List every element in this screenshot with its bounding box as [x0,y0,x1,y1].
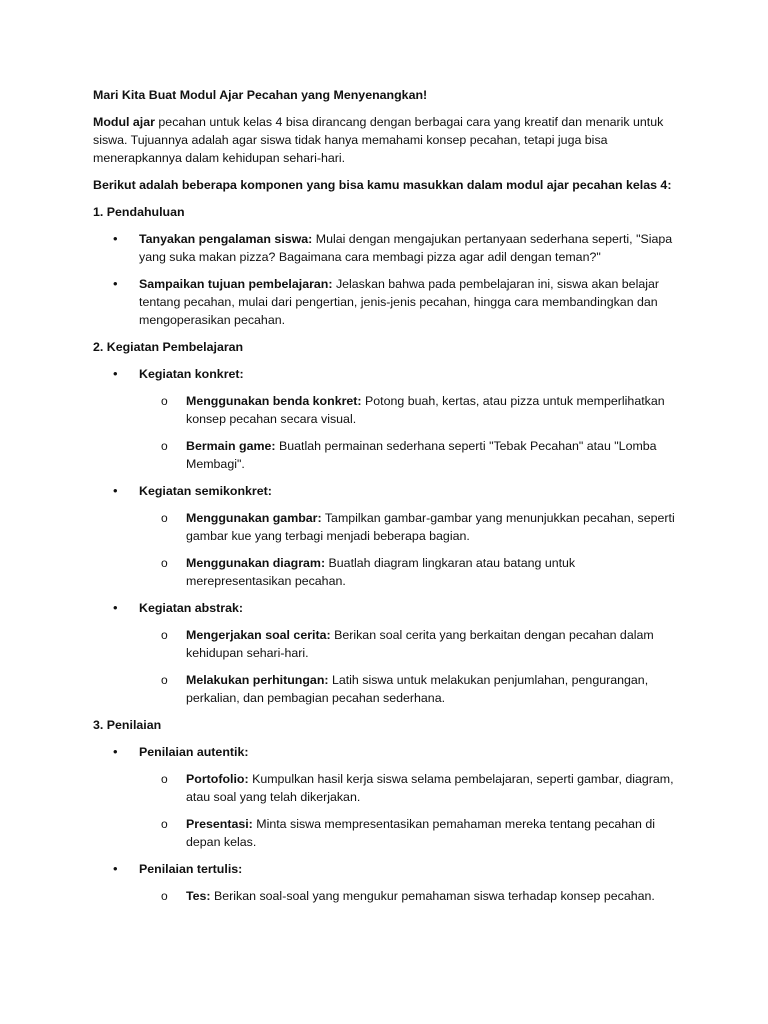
sub-list-item [139,554,683,590]
sub-bullet-list [139,626,683,707]
list-item [93,860,683,905]
sub-list-item-text: Buatlah permainan sederhana seperti "Tebak Pecahan" atau "Lomba Membagi". [186,439,657,471]
sub-list-item-term: Tes: [186,889,211,903]
bullet-dot-icon: • [113,483,118,498]
sub-list-item-text: Latih siswa untuk melakukan penjumlahan, pengurangan, perkalian, dan pembagian pecahan sederhana. [186,673,649,705]
sub-bullet-list [139,887,683,905]
sub-bullet-list [139,770,683,851]
sub-list-item-text: Kumpulkan hasil kerja siswa selama pembelajaran, seperti gambar, diagram, atau soal yang telah dikerjakan. [186,772,674,804]
bullet-dot-icon: • [113,276,118,291]
section-kegiatan-pembelajaran [93,338,683,707]
bullet-dot-icon: • [113,861,118,876]
list-item-text: Mulai dengan mengajukan pertanyaan sederhana seperti, "Siapa yang suka makan pizza? Bagaimana cara membagi pizza agar adil dengan teman?" [139,232,673,264]
list-item-term: Tanyakan pengalaman siswa: [139,232,313,246]
bullet-circle-icon: o [161,628,168,642]
list-item-term: Kegiatan semikonkret: [139,484,272,498]
sub-list-item [139,671,683,707]
section-penilaian [93,716,683,905]
sub-list-item [139,815,683,851]
sub-bullet-list [139,509,683,590]
section-heading: 3. Penilaian [93,718,162,732]
bullet-circle-icon: o [161,673,168,687]
sub-list-item [139,626,683,662]
bullet-circle-icon: o [161,394,168,408]
lead-paragraph: Berikut adalah beberapa komponen yang bisa kamu masukkan dalam modul ajar pecahan kelas 4: [93,178,672,192]
sub-list-item-term: Bermain game: [186,439,276,453]
bullet-circle-icon: o [161,439,168,453]
sub-list-item-term: Presentasi: [186,817,253,831]
section-pendahuluan [93,203,683,329]
list-item-term: Kegiatan konkret: [139,367,244,381]
sub-list-item-term: Menggunakan benda konkret: [186,394,362,408]
sub-list-item-text: Potong buah, kertas, atau pizza untuk memperlihatkan konsep pecahan secara visual. [186,394,665,426]
bullet-circle-icon: o [161,511,168,525]
bullet-dot-icon: • [113,600,118,615]
sub-list-item [139,437,683,473]
sub-list-item-text: Berikan soal-soal yang mengukur pemahaman siswa terhadap konsep pecahan. [210,889,655,903]
bullet-dot-icon: • [113,366,118,381]
sub-list-item-term: Portofolio: [186,772,249,786]
bullet-circle-icon: o [161,817,168,831]
intro-paragraph [93,113,683,167]
sub-list-item-text: Tampilkan gambar-gambar yang menunjukkan pecahan, seperti gambar kue yang terbagi menjadi beberapa bagian. [186,511,675,543]
sub-list-item-text: Minta siswa mempresentasikan pemahaman mereka tentang pecahan di depan kelas. [186,817,656,849]
list-item-text: Jelaskan bahwa pada pembelajaran ini, siswa akan belajar tentang pecahan, mulai dari pengertian, jenis-jenis pecahan, hingga cara membandingkan dan mengoperasikan pecahan. [139,277,659,327]
intro-text: pecahan untuk kelas 4 bisa dirancang dengan berbagai cara yang kreatif dan menarik untuk siswa. Tujuannya adalah agar siswa tidak hanya memahami konsep pecahan, tetapi juga bisa menerapkannya dalam kehidupan sehari-hari. [93,115,664,165]
list-item-term: Kegiatan abstrak: [139,601,243,615]
list-item [93,275,683,329]
bullet-dot-icon: • [113,744,118,759]
sub-list-item-text: Buatlah diagram lingkaran atau batang untuk merepresentasikan pecahan. [186,556,576,588]
sub-list-item-text: Berikan soal cerita yang berkaitan dengan pecahan dalam kehidupan sehari-hari. [186,628,654,660]
sub-list-item-term: Melakukan perhitungan: [186,673,329,687]
list-item [93,482,683,590]
sub-list-item-term: Mengerjakan soal cerita: [186,628,331,642]
section-heading: 1. Pendahuluan [93,205,185,219]
document-page [93,86,683,914]
intro-term: Modul ajar [93,115,155,129]
sub-list-item [139,392,683,428]
sub-list-item [139,770,683,806]
sub-list-item [139,509,683,545]
bullet-circle-icon: o [161,556,168,570]
list-item [93,743,683,851]
list-item [93,599,683,707]
bullet-circle-icon: o [161,889,168,903]
sub-list-item [139,887,683,905]
list-item [93,365,683,473]
bullet-dot-icon: • [113,231,118,246]
section-heading: 2. Kegiatan Pembelajaran [93,340,244,354]
list-item-term: Penilaian tertulis: [139,862,243,876]
sub-list-item-term: Menggunakan diagram: [186,556,326,570]
bullet-list [93,365,683,707]
document-title: Mari Kita Buat Modul Ajar Pecahan yang Menyenangkan! [93,88,428,102]
bullet-circle-icon: o [161,772,168,786]
sub-list-item-term: Menggunakan gambar: [186,511,322,525]
sub-bullet-list [139,392,683,473]
list-item-term: Sampaikan tujuan pembelajaran: [139,277,333,291]
list-item-term: Penilaian autentik: [139,745,249,759]
bullet-list [93,743,683,905]
bullet-list [93,230,683,329]
list-item [93,230,683,266]
